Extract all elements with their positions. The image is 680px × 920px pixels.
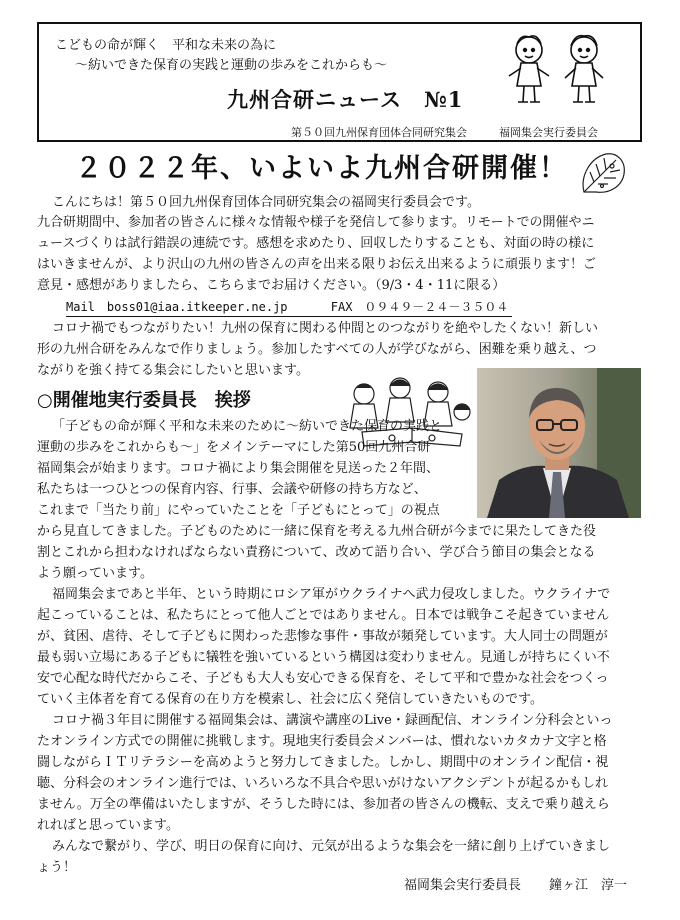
body-line: 安で心配な時代だからこそ、子どもも大人も安心できる保育を、そして平和で豊かな社会をつくっ xyxy=(37,671,609,686)
body-line: 闘しながらＩＴリテラシーを高めようと努力してきました。しかし、期間中のオンライン配信・視 xyxy=(37,755,609,770)
body-line: から見直してきました。子どものために一緒に保育を考える九州合研が今までに果たしてきた役 xyxy=(37,524,597,539)
contact-fax: FAX ０９４９－２４－３５０４ xyxy=(330,300,509,314)
body-line: これまで「当たり前」にやっていたことを「子どもにとって」の視点 xyxy=(37,503,440,518)
section-heading: ○開催地実行委員長 挨拶 xyxy=(37,390,251,411)
intro-line: 意見・感想がありましたら、こちらまでお届けください。（9/3・4・11に限る） xyxy=(37,278,506,293)
body-line: 運動の歩みをこれからも～」をメインテーマにした第50回九州合研 xyxy=(37,440,431,455)
body-line: 起こっていることは、私たちにとって他人ごとではありません。日本では戦争こそ起きていません xyxy=(37,608,610,623)
header-slogan: こどもの命が輝く 平和な未来の為に xyxy=(55,38,277,53)
body-line: コロナ禍３年目に開催する福岡集会は、講演や講座のLive・録画配信、オンライン分科会といっ xyxy=(52,713,613,728)
body-line: みんなで繋がり、学び、明日の保育に向け、元気が出るような集会を一緒に創り上げていきまし xyxy=(52,839,610,854)
body-line: 福岡集会が始まります。コロナ禍により集会開催を見送った２年間、 xyxy=(37,461,439,476)
signature xyxy=(404,874,627,893)
body-line: 私たちは一つひとつの保育内容、行事、会議や研修の持ち方など、 xyxy=(37,482,427,497)
body-line: ません。万全の準備はいたしますが、そうした時には、参加者の皆さんの機転、支えで乗り越えら xyxy=(37,797,610,812)
intro2-line: 形の九州合研をみんなで作りましょう。参加したすべての人が学びながら、困難を乗り越え、つ xyxy=(37,342,597,357)
headline: ２０２２年、いよいよ九州合研開催！ xyxy=(75,153,568,184)
body-line: 聴、分科会のオンライン進行では、いろいろな不具合や思いがけないアクシデントが起るかもしれ xyxy=(37,776,608,791)
body-line: が、貧困、虐待、そして子どもに関わった悲惨な事件・事故が頻発しています。大人同士の問題が xyxy=(37,629,608,644)
body-line: ていく主体者を育てる保育の在り方を模索し、社会に広く発信していきたいものです。 xyxy=(37,692,543,707)
body-line: 「子どもの命が輝く平和な未来のために～紡いできた保育の実践と xyxy=(52,419,443,434)
body-line: 福岡集会まであと半年、という時期にロシア軍がウクライナへ武力侵攻しました。ウクライナで xyxy=(52,587,611,602)
body-line: 割とこれから担わなければならない責務について、改めて語り合い、学び合う節目の集会となる xyxy=(37,545,596,560)
signature-role: 福岡集会実行委員長 xyxy=(404,878,522,893)
contact-mail[interactable]: Mail boss01@iaa.itkeeper.ne.jp xyxy=(66,300,288,314)
body-line: よう願っています。 xyxy=(37,566,153,581)
body-line: ょう！ xyxy=(37,860,77,875)
body-line: 最も弱い立場にある子どもに犠牲を強いているという構図は変わりません。見通しが持ちにくい不 xyxy=(37,650,610,665)
leaf-decoration-illustration xyxy=(576,148,630,198)
contact-line xyxy=(66,298,512,317)
intro2-line: コロナ禍でもつながりたい！九州の保育に関わる仲間とのつながりを絶やしたくない！新しい xyxy=(52,321,599,336)
committee-chair-photo xyxy=(477,368,641,518)
header-box xyxy=(37,22,642,142)
header-organization: 第５０回九州保育団体合同研究集会 xyxy=(291,126,467,139)
body-line: れればと思っています。 xyxy=(37,818,179,833)
newsletter-title: 九州合研ニュース №1 xyxy=(227,87,464,112)
header-committee: 福岡集会実行委員会 xyxy=(499,126,598,139)
intro-line: はいきませんが、より沢山の九州の皆さんの声を出来る限りお伝え出来るように頑張ります！ご xyxy=(37,257,597,272)
intro-line: 九合研期間中、参加者の皆さんに様々な情報や様子を発信して参ります。リモートでの開催やニ xyxy=(37,215,595,230)
signature-name: 鐘ヶ江 淳一 xyxy=(549,878,628,893)
body-line: たオンライン方式での開催に挑戦します。現地実行委員会メンバーは、慣れないカタカナ文字と格 xyxy=(37,734,607,749)
intro2-line: ながりを強く持てる集会にしたいと思います。 xyxy=(37,363,309,378)
intro-line: ュースづくりは試行錯誤の連続です。感想を求めたり、回収したりすることも、対面の時の様に xyxy=(37,236,595,251)
intro-line: こんにちは！第５０回九州保育団体合同研究集会の福岡実行委員会です。 xyxy=(52,195,480,210)
children-mascot-illustration xyxy=(499,28,619,108)
header-subslogan: ～紡いできた保育の実践と運動の歩みをこれからも～ xyxy=(75,58,388,73)
